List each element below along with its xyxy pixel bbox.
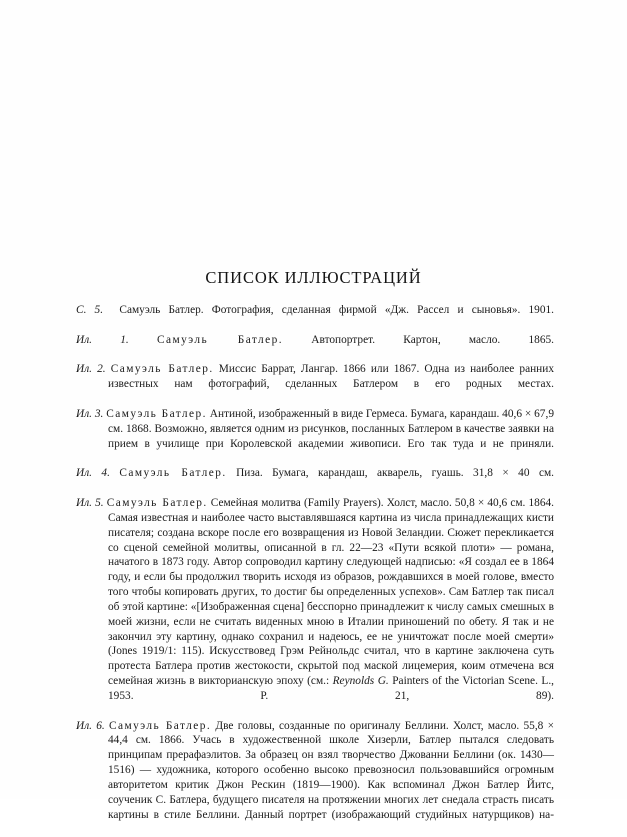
entry-label: Ил. 1. (76, 333, 129, 346)
entry-body: Фотография, сделанная фирмой «Дж. Рассел и сыновья». 1901. (203, 304, 555, 316)
entry-citation-rest: Painters of the Victorian Scene. L., 1953. P. 21, 89). (108, 675, 555, 702)
entry-body: Миссис Баррат, Лангар. 1866 или 1867. Одна из наиболее ранних известных нам фотографий, сделанных Батлером в его родных местах. (108, 363, 554, 391)
entry-label: Ил. 6. (76, 719, 105, 732)
entry-author: Самуэль Батлер. (109, 719, 212, 732)
entry-author: Самуэль Батлер. (119, 467, 227, 480)
list-item (76, 407, 554, 466)
list-item (76, 719, 554, 837)
entry-author: Самуэль Батлер. (156, 333, 284, 346)
list-item (76, 362, 554, 407)
list-item (76, 466, 554, 496)
entry-label: Ил. 5. (76, 496, 104, 509)
entry-body: Антиной, изображенный в виде Гермеса. Бумага, карандаш. 40,6 × 67,9 см. 1868. Возможно, является одним из рисунков, посланных Батлером в качестве заявки на прием в училище при Королевской академии живописи. Его так туда и не приняли. (108, 407, 554, 450)
entry-body: Семейная молитва (Family Prayers). Холст, масло. 50,8 × 40,6 см. 1864. Самая известная и наиболее часто выставлявшаяся картина из числа принадлежащих кисти писателя; создана вскоре после его возвращения из Новой Зеландии. Сюжет перекликается со сценой семейной молитвы, описанной в гл. 22—23 «Пути всякой плоти» — романа, начатого в 1873 году. Автор сопроводил картину следующей надписью: «Я создал ее в 1864 году, и если бы продолжил творить исходя из образов, рождавшихся в моей голове, вместо того чтобы копировать других, то достиг бы определенных успехов». Сам Батлер так писал об этой картине: «[Изображенная сцена] бесспорно принадлежит к числу самых смешных в моей жизни, если не считать виденных мною в Италии приношений по обету. Я так и не закончил эту картину, однако сохранил и надеюсь, ее не уничтожат после моей смерти» (Jones 1919/1: 115). Искусствовед Грэм Рейнольдс считал, что в картине заключена суть протеста Батлера против жестокости, скрытой под маской лицемерия, коим отмечена вся семейная жизнь в викторианскую эпоху (см.: (108, 496, 555, 688)
entry-body: Пиза. Бумага, карандаш, акварель, гуашь. 31,8 × 40 см. (226, 467, 554, 480)
page-title: СПИСОК ИЛЛЮСТРАЦИЙ (205, 268, 422, 287)
entry-body: Две головы, созданные по оригиналу Беллини. Холст, масло. 55,8 × 44,4 см. 1866. Учась в художественной школе Хизерли, Батлер пытался следовать принципам прерафаэлитов. За образец он взял творчество Джованни Беллини (ок. 1430—1516) — художника, которого особенно высоко превозносил пользовавшийся огромным авторитетом критик Джон Рескин (1819—1900). Как вспоминал Джон Батлер Йитс, соученик С. Батлера, будущего писателя на протяжении многих лет снедала страсть писать картины в стиле Беллини. Данный портрет (изображающий студийных натурщиков) на- (108, 719, 554, 821)
entry-label: Ил. 4. (76, 467, 110, 480)
entry-author: Самуэль Батлер. (119, 304, 204, 316)
list-item (76, 333, 554, 363)
entry-body: Автопортрет. Картон, масло. 1865. (283, 333, 554, 346)
entry-author: Самуэль Батлер. (106, 496, 208, 509)
list-item (76, 496, 554, 719)
entry-label: Ил. 2. (76, 363, 106, 376)
illustration-list (76, 303, 554, 837)
list-item (76, 303, 554, 333)
entry-citation-author: Reynolds G. (332, 675, 389, 688)
entry-author: Самуэль Батлер. (110, 363, 214, 376)
entry-label: С. 5. (76, 304, 104, 316)
entry-label: Ил. 3. (76, 407, 104, 420)
entry-author: Самуэль Батлер. (106, 407, 207, 420)
